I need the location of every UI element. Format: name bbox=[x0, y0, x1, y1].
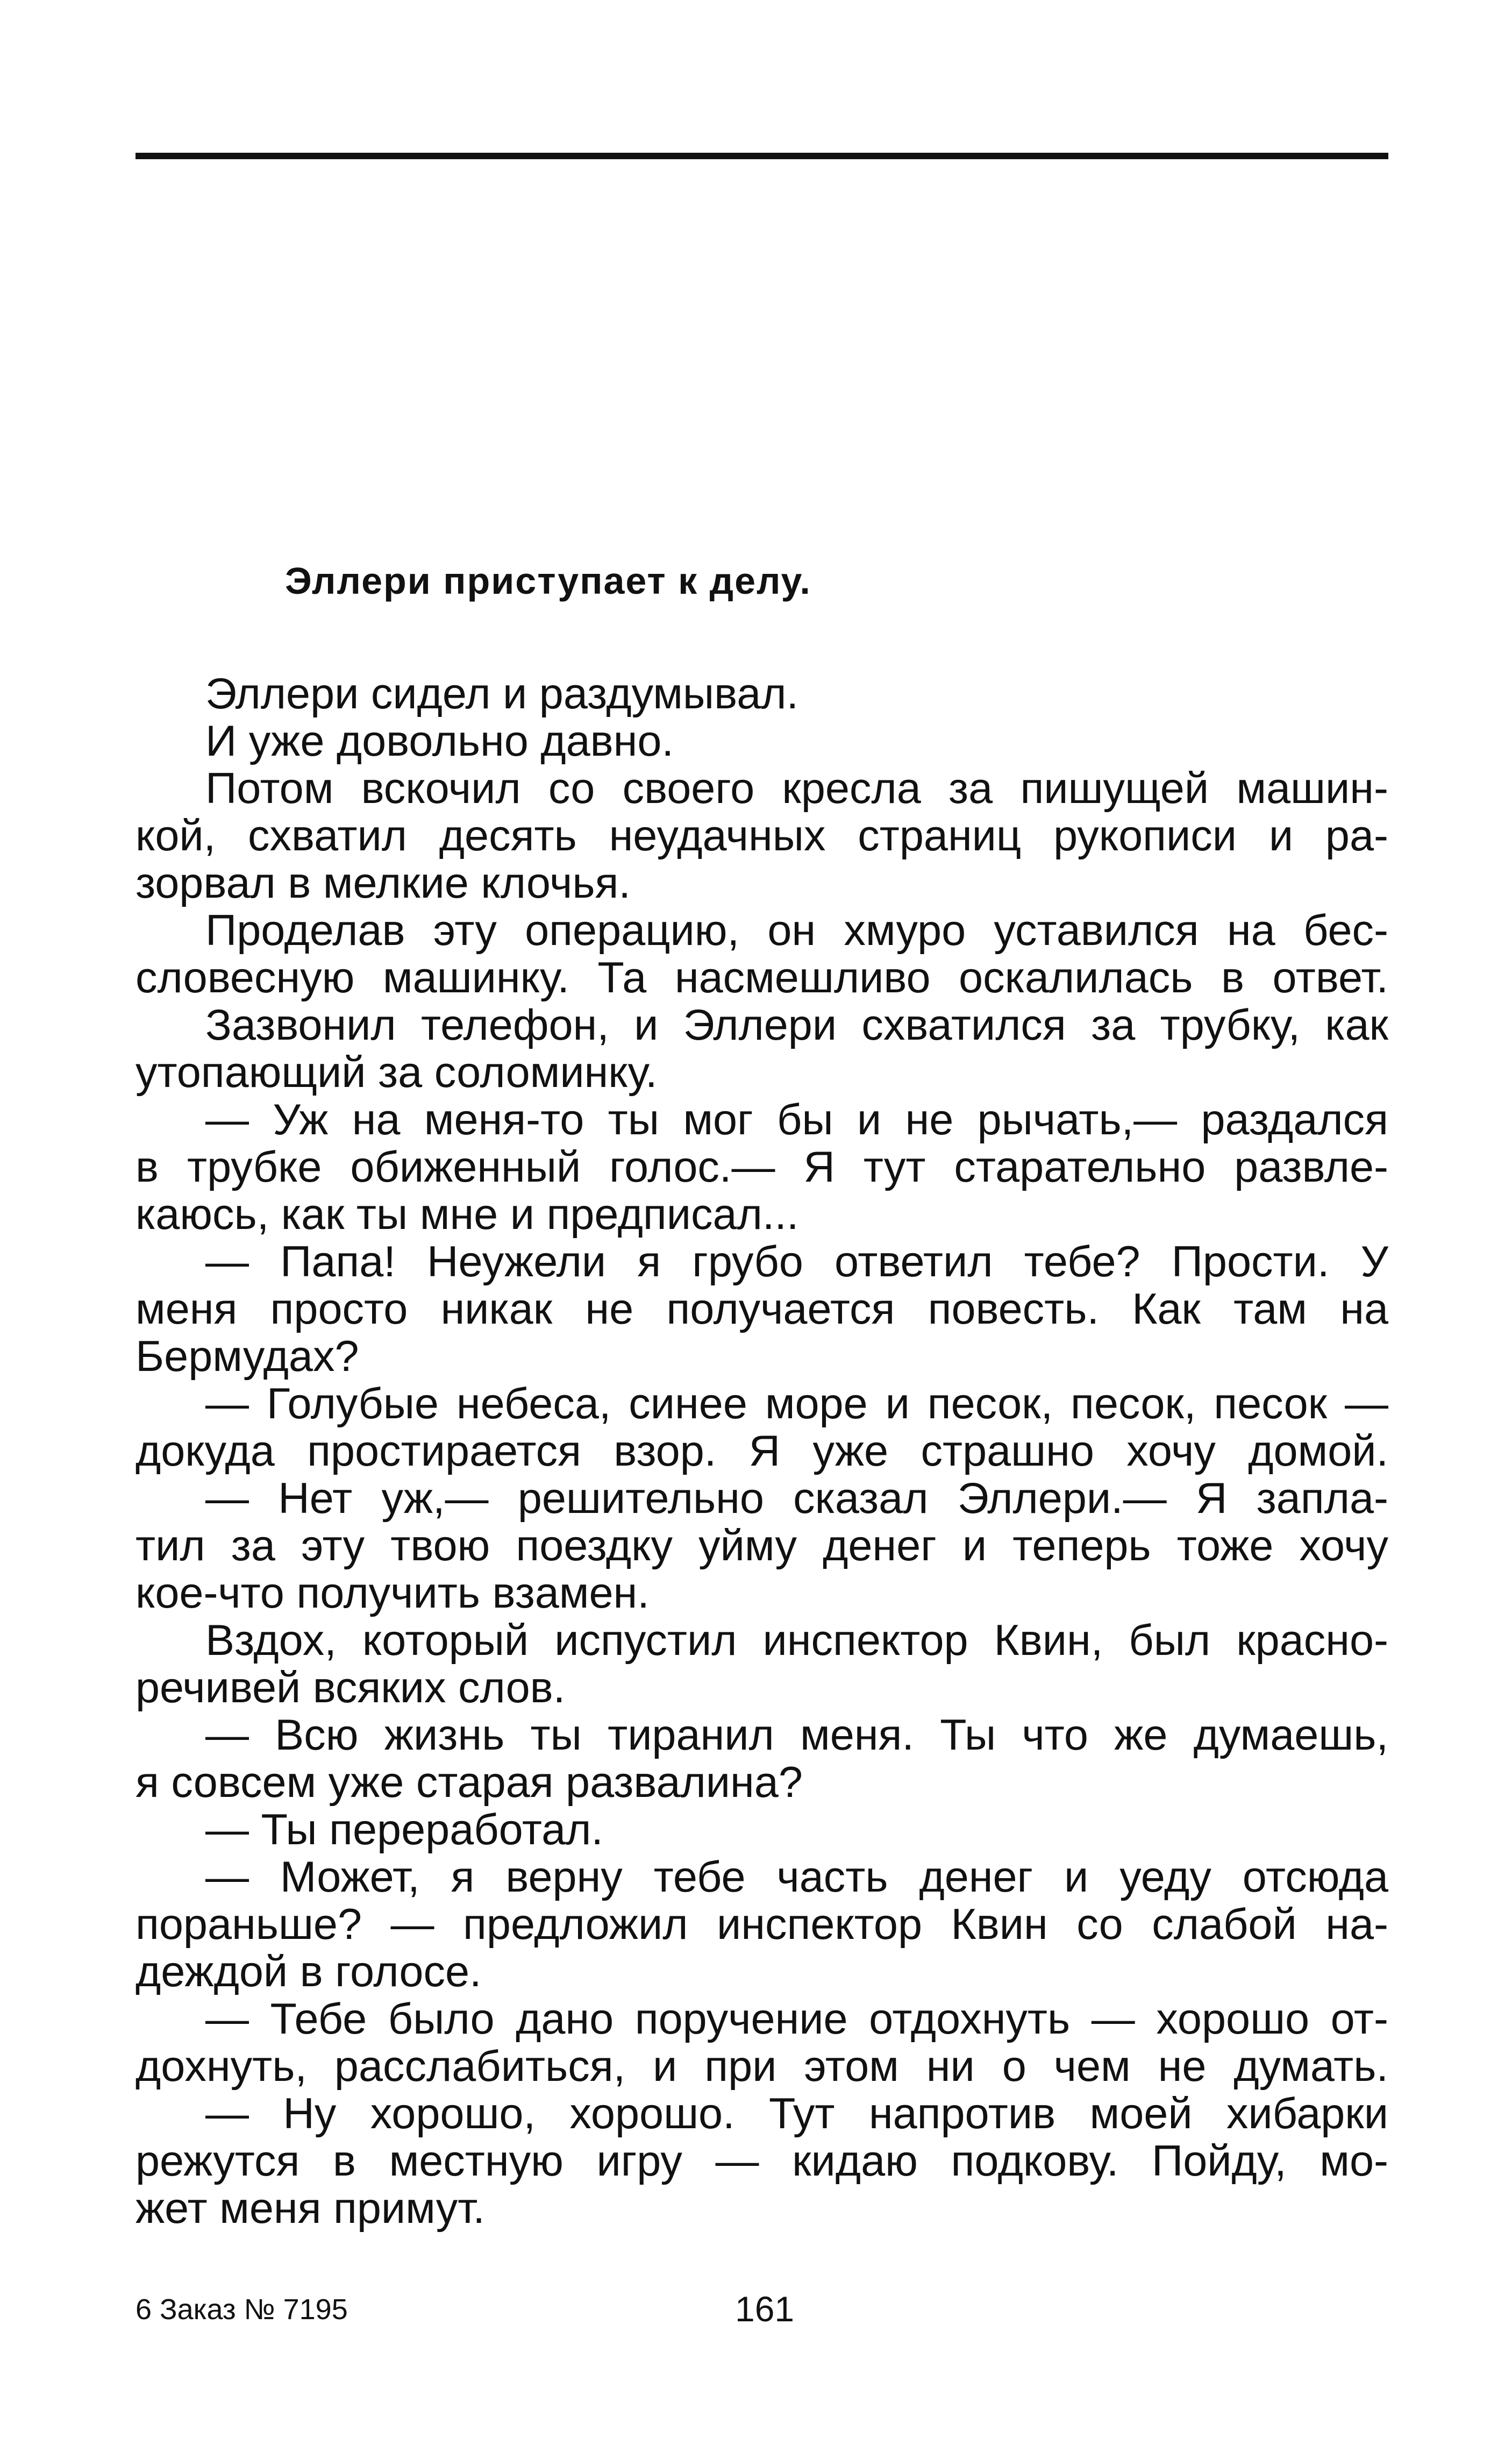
text-line: — Голубые небеса, синее море и песок, песок, песок — bbox=[205, 1380, 1388, 1428]
text-line: докуда простирается взор. Я уже страшно хочу домой. bbox=[135, 1427, 1388, 1475]
text-line: Зазвонил телефон, и Эллери схватился за трубку, как bbox=[205, 1001, 1388, 1049]
text-line: — Ну хорошо, хорошо. Тут напротив моей хибарки bbox=[205, 2089, 1388, 2138]
text-line: Бермудах? bbox=[135, 1332, 359, 1381]
text-line: И уже довольно давно. bbox=[205, 717, 674, 765]
page-footer bbox=[135, 2288, 1388, 2342]
text-line: жет меня примут. bbox=[135, 2184, 485, 2233]
printer-signature: 6 Заказ № 7195 bbox=[135, 2293, 348, 2326]
text-line: я совсем уже старая развалина? bbox=[135, 1758, 803, 1807]
text-line: деждой в голосе. bbox=[135, 1948, 482, 1996]
text-line: кое-что получить взамен. bbox=[135, 1569, 650, 1617]
text-line: каюсь, как ты мне и предписал... bbox=[135, 1190, 799, 1239]
text-line: утопающий за соломинку. bbox=[135, 1048, 658, 1097]
text-line: Потом вскочил со своего кресла за пишущей машин- bbox=[205, 764, 1388, 813]
text-line: дохнуть, расслабиться, и при этом ни о чем не думать. bbox=[135, 2042, 1388, 2091]
text-line: — Нет уж,— решительно сказал Эллери.— Я запла- bbox=[205, 1474, 1388, 1523]
body-text bbox=[135, 670, 1388, 2232]
text-line: — Тебе было дано поручение отдохнуть — хорошо от- bbox=[205, 1995, 1388, 2043]
text-line: — Может, я верну тебе часть денег и уеду отсюда bbox=[205, 1853, 1388, 1901]
chapter-title: Эллери приступает к делу. bbox=[285, 560, 811, 602]
text-line: пораньше? — предложил инспектор Квин со слабой на- bbox=[135, 1900, 1388, 1949]
text-line: Проделав эту операцию, он хмуро уставился на бес- bbox=[205, 906, 1388, 955]
text-line: Вздох, который испустил инспектор Квин, был красно- bbox=[205, 1616, 1388, 1665]
text-line: тил за эту твою поездку уйму денег и теперь тоже хочу bbox=[135, 1522, 1388, 1570]
text-line: — Папа! Неужели я грубо ответил тебе? Прости. У bbox=[205, 1238, 1388, 1286]
page-number: 161 bbox=[735, 2289, 795, 2329]
top-rule bbox=[135, 153, 1388, 159]
text-line: словесную машинку. Та насмешливо оскалилась в ответ. bbox=[135, 954, 1388, 1002]
text-line: — Уж на меня-то ты мог бы и не рычать,— раздался bbox=[205, 1096, 1388, 1144]
text-line: — Ты переработал. bbox=[205, 1806, 603, 1854]
text-line: Эллери сидел и раздумывал. bbox=[205, 670, 799, 718]
text-line: речивей всяких слов. bbox=[135, 1664, 566, 1712]
text-line: кой, схватил десять неудачных страниц рукописи и ра- bbox=[135, 812, 1388, 860]
text-line: в трубке обиженный голос.— Я тут старательно развле- bbox=[135, 1143, 1388, 1191]
text-line: меня просто никак не получается повесть. Как там на bbox=[135, 1285, 1388, 1333]
text-line: — Всю жизнь ты тиранил меня. Ты что же думаешь, bbox=[205, 1711, 1388, 1759]
text-line: зорвал в мелкие клочья. bbox=[135, 859, 631, 907]
text-line: режутся в местную игру — кидаю подкову. Пойду, мо- bbox=[135, 2137, 1388, 2185]
